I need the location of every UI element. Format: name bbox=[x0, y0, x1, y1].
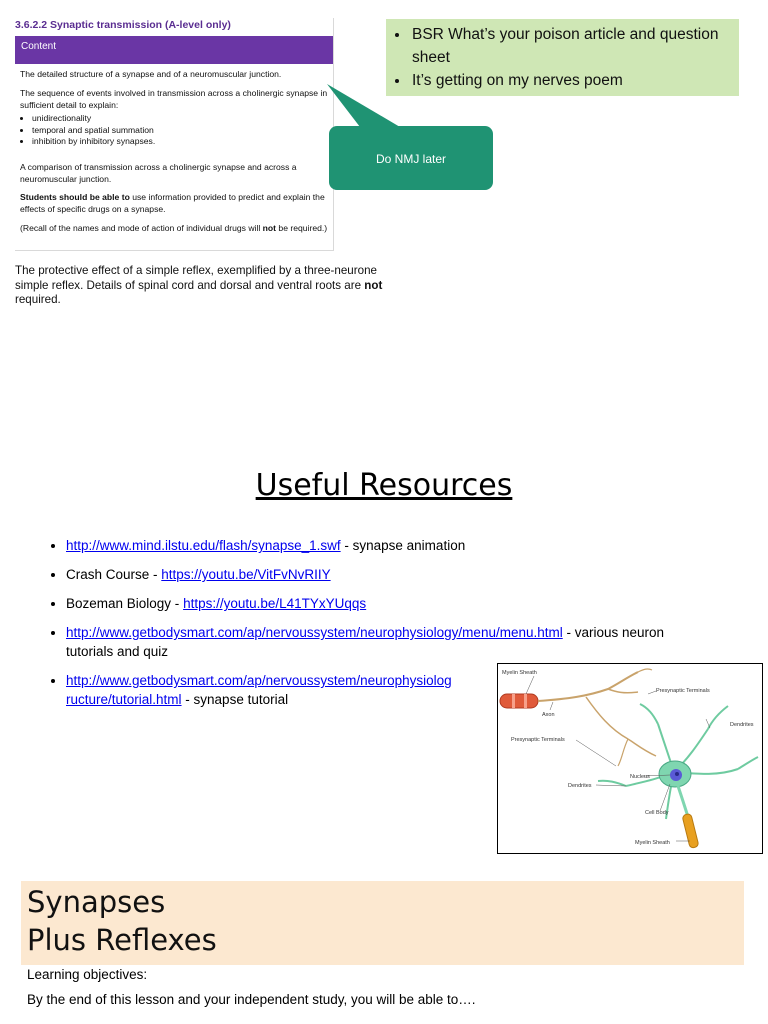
neuron-label: Dendrites bbox=[568, 783, 592, 789]
neuron-label: Dendrites bbox=[730, 722, 754, 728]
neuron-label: Presynaptic Terminals bbox=[656, 688, 710, 694]
notes-item: • BSR What’s your poison article and question sheet bbox=[410, 23, 739, 69]
spec-para-comparison: A comparison of transmission across a cholinergic synapse and across a neuromuscular junction. bbox=[20, 162, 297, 184]
resource-desc: - synapse animation bbox=[340, 538, 466, 553]
resources-title: Useful Resources bbox=[255, 468, 513, 503]
resource-item bbox=[66, 565, 704, 584]
lesson-title-box bbox=[21, 881, 744, 965]
resource-item bbox=[66, 623, 704, 661]
spec-bullet: • temporal and spatial summation bbox=[32, 125, 330, 137]
callout-text: Do NMJ later bbox=[375, 152, 446, 166]
resource-desc: - various neuron tutorials and quiz bbox=[66, 625, 665, 659]
neuron-label: Presynaptic Terminals bbox=[511, 737, 565, 743]
lesson-title-line1: Synapses bbox=[27, 885, 166, 919]
resource-item bbox=[66, 536, 704, 555]
spec-content-label: Content bbox=[21, 41, 57, 52]
spec-recall-bold: not bbox=[262, 223, 277, 233]
spec-bullet: • unidirectionality bbox=[32, 113, 330, 125]
callout-box bbox=[329, 126, 493, 190]
reflex-text-b: required. bbox=[15, 293, 61, 306]
spec-heading: 3.6.2.2 Synaptic transmission (A-level only) bbox=[15, 19, 231, 31]
resource-prefix: Crash Course - bbox=[66, 567, 162, 582]
reflex-text-bold: not bbox=[364, 278, 383, 292]
getbodysmart-tutorial-link-cont[interactable]: ructure/tutorial.html bbox=[66, 692, 182, 707]
spec-students-rest: use information provided to predict and explain the effects of specific drugs on a synapse. bbox=[20, 192, 325, 214]
reflex-text-a: The protective effect of a simple reflex, exemplified by a three-neurone simple reflex. Details of spinal cord and dorsal and ventral roots are bbox=[15, 264, 377, 292]
getbodysmart-menu-link[interactable]: http://www.getbodysmart.com/ap/nervoussystem/neurophysiology/menu/menu.html bbox=[66, 625, 563, 640]
getbodysmart-tutorial-link[interactable]: http://www.getbodysmart.com/ap/nervoussystem/neurophysiolog bbox=[66, 673, 452, 688]
crash-course-link[interactable]: https://youtu.be/VitFvNvRIIY bbox=[161, 567, 331, 582]
objectives-label: Learning objectives: bbox=[27, 967, 148, 982]
resource-prefix: Bozeman Biology - bbox=[66, 596, 184, 611]
objectives-intro: By the end of this lesson and your independent study, you will be able to…. bbox=[27, 992, 476, 1007]
synapse-animation-link[interactable]: http://www.mind.ilstu.edu/flash/synapse_1.swf bbox=[66, 538, 341, 553]
neuron-label: Myelin Sheath bbox=[635, 840, 670, 846]
spec-para-sequence: The sequence of events involved in transmission across a cholinergic synapse in sufficient detail to explain: bbox=[20, 88, 328, 110]
spec-para-structure: The detailed structure of a synapse and of a neuromuscular junction. bbox=[20, 69, 282, 79]
neuron-label: Myelin Sheath bbox=[502, 670, 537, 676]
neuron-label: Axon bbox=[542, 712, 555, 718]
spec-bullet: • inhibition by inhibitory synapses. bbox=[32, 136, 330, 148]
lesson-title-line2: Plus Reflexes bbox=[27, 923, 217, 957]
neuron-diagram bbox=[497, 663, 763, 854]
bozeman-link[interactable]: https://youtu.be/L41TYxYUqqs bbox=[183, 596, 367, 611]
resource-item bbox=[66, 594, 704, 613]
neuron-label: Cell Body bbox=[645, 810, 669, 816]
neuron-illustration bbox=[498, 664, 762, 853]
spec-recall-a: (Recall of the names and mode of action of individual drugs will bbox=[20, 223, 263, 233]
notes-item: • It’s getting on my nerves poem bbox=[410, 69, 739, 92]
resource-desc: - synapse tutorial bbox=[181, 692, 289, 707]
neuron-label: Nucleus bbox=[630, 774, 650, 780]
spec-recall-b: be required.) bbox=[276, 223, 328, 233]
spec-students-bold: Students should be able to bbox=[20, 192, 130, 202]
